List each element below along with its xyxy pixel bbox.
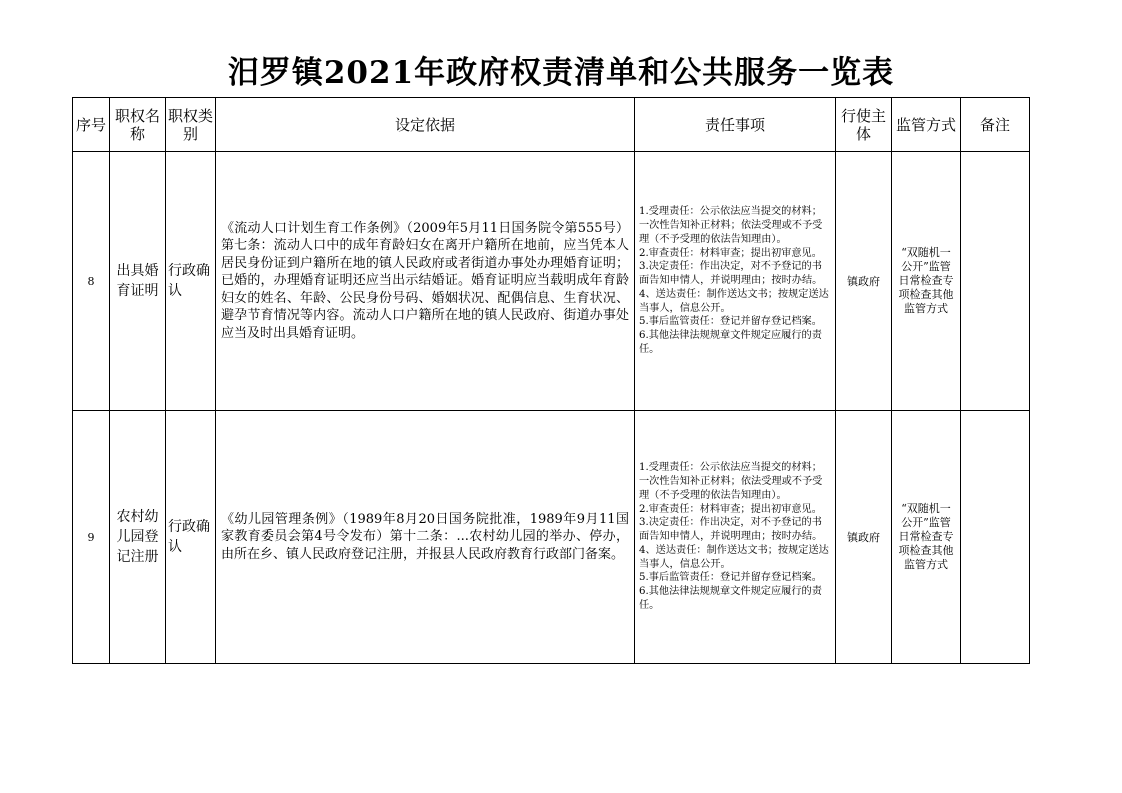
duty-item: 4、送达责任：制作送达文书；按规定送达当事人，信息公开。 <box>639 288 829 314</box>
cell-name: 出具婚育证明 <box>110 152 166 411</box>
cell-name: 农村幼儿园登记注册 <box>110 411 166 664</box>
duty-item: 2.审查责任：材料审查；提出初审意见。 <box>639 503 822 515</box>
cell-basis: 《幼儿园管理条例》（1989年8月20日国务院批准，1989年9月11国家教育委员会第4号令发布）第十二条：...农村幼儿园的举办、停办，由所在乡、镇人民政府登记注册，并报县人民政府教育行政部门备案。 <box>216 411 635 664</box>
cell-no: 9 <box>73 411 110 664</box>
table-row <box>73 411 1030 664</box>
header-supervision: 监管方式 <box>892 98 961 152</box>
duty-item: 1.受理责任：公示依法应当提交的材料；一次性告知补正材料；依法受理或不予受理（不予受理的依法告知理由）。 <box>639 462 823 501</box>
duty-item: 1.受理责任：公示依法应当提交的材料；一次性告知补正材料；依法受理或不予受理（不予受理的依法告知理由）。 <box>639 206 823 245</box>
authority-table <box>72 97 1030 664</box>
cell-supervision: “双随机一公开”监管日常检查专项检查其他监管方式 <box>892 152 961 411</box>
duty-item: 5.事后监管责任：登记并留存登记档案。 <box>639 316 822 328</box>
cell-remark <box>961 152 1030 411</box>
cell-type: 行政确认 <box>166 152 216 411</box>
table-row <box>73 152 1030 411</box>
cell-no: 8 <box>73 152 110 411</box>
header-no: 序号 <box>73 98 110 152</box>
header-body: 行使主体 <box>836 98 892 152</box>
cell-basis: 《流动人口计划生育工作条例》（2009年5月11日国务院令第555号）第七条：流动人口中的成年育龄妇女在离开户籍所在地前，应当凭本人居民身份证到户籍所在地的镇人民政府或者街道办事处办理婚育证明；已婚的，办理婚育证明还应当出示结婚证。婚育证明应当载明成年育龄妇女的姓名、年龄、公民身份号码、婚姻状况、配偶信息、生育状况、避孕节育情况等内容。流动人口户籍所在地的镇人民政府、街道办事处应当及时出具婚育证明。 <box>216 152 635 411</box>
header-type: 职权类别 <box>166 98 216 152</box>
cell-body: 镇政府 <box>836 411 892 664</box>
duty-item: 4、送达责任：制作送达文书；按规定送达当事人，信息公开。 <box>639 544 829 570</box>
cell-duty <box>635 411 836 664</box>
cell-type: 行政确认 <box>166 411 216 664</box>
duty-item: 2.审查责任：材料审查；提出初审意见。 <box>639 247 822 259</box>
duty-item: 6.其他法律法规规章文件规定应履行的责任。 <box>639 586 822 612</box>
header-name: 职权名称 <box>110 98 166 152</box>
duty-item: 3.决定责任：作出决定，对不予登记的书面告知申情人，并说明理由；按时办结。 <box>639 517 823 543</box>
duty-item: 3.决定责任：作出决定，对不予登记的书面告知申情人，并说明理由；按时办结。 <box>639 261 823 287</box>
cell-remark <box>961 411 1030 664</box>
cell-body: 镇政府 <box>836 152 892 411</box>
header-basis: 设定依据 <box>216 98 635 152</box>
duty-item: 5.事后监管责任：登记并留存登记档案。 <box>639 572 822 584</box>
cell-supervision: “双随机一公开”监管日常检查专项检查其他监管方式 <box>892 411 961 664</box>
duty-item: 6.其他法律法规规章文件规定应履行的责任。 <box>639 330 822 356</box>
table-header-row <box>73 98 1030 152</box>
page-title: 汨罗镇2021年政府权责清单和公共服务一览表 <box>227 55 895 91</box>
header-remark: 备注 <box>961 98 1030 152</box>
cell-duty <box>635 152 836 411</box>
header-duty: 责任事项 <box>635 98 836 152</box>
